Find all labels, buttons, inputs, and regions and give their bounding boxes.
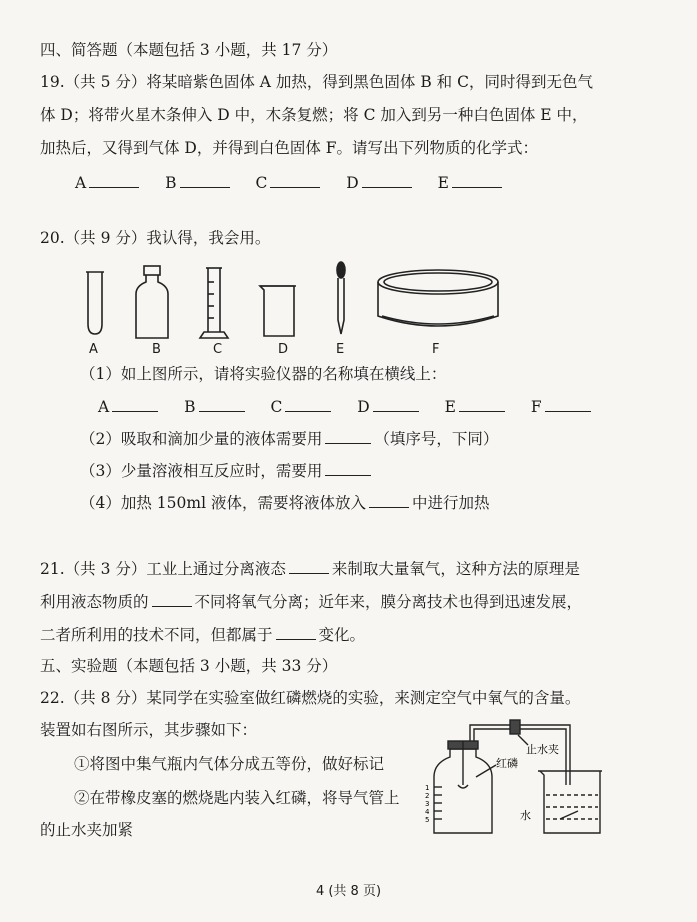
q20-part2: （2）吸取和滴加少量的液体需要用 （填序号，下同）: [80, 430, 499, 448]
q19-blank-a: A: [75, 172, 142, 193]
lab-apparatus-figure: [60, 258, 520, 348]
q19-blank-e: E: [438, 172, 505, 193]
bottle-mark-1: 1: [425, 784, 430, 792]
bottle-mark-3: 3: [425, 800, 430, 808]
q20-blank-c: C: [270, 396, 334, 417]
apparatus-label-d: D: [278, 342, 289, 357]
q21-line1: 21.（共 3 分）工业上通过分离液态 来制取大量氧气，这种方法的原理是: [40, 560, 580, 578]
q20-blank-d: D: [357, 396, 421, 417]
q20-blank-f: F: [531, 396, 594, 417]
q20-blank-e: E: [445, 396, 508, 417]
q22-step2-cont: 的止水夹加紧: [40, 821, 134, 839]
section5-heading: 五、实验题（本题包括 3 小题，共 33 分）: [40, 657, 338, 675]
q19-blank-c: C: [255, 172, 323, 193]
label-clamp: 止水夹: [526, 743, 559, 756]
label-water: 水: [520, 809, 531, 822]
red-phosphorus-apparatus-figure: [420, 715, 620, 845]
dropper-icon: [337, 262, 345, 334]
q20-line1: 20.（共 9 分）我认得，我会用。: [40, 229, 271, 247]
q19-answer-blanks: [75, 172, 523, 193]
apparatus-label-f: F: [432, 342, 440, 357]
q21-line2: 利用液态物质的 不同将氧气分离；近年来，膜分离技术也得到迅速发展，: [40, 593, 583, 611]
q21-line3: 二者所利用的技术不同，但都属于 变化。: [40, 626, 366, 644]
beaker-icon: [260, 286, 296, 336]
q19-line2: 体 D；将带火星木条伸入 D 中，木条复燃；将 C 加入到另一种白色固体 E 中，: [40, 106, 588, 124]
q22-line2: 装置如右图所示，其步骤如下：: [40, 721, 258, 739]
q20-blank-a: A: [98, 396, 161, 417]
reagent-bottle-icon: [136, 266, 168, 338]
q19-blank-d: D: [346, 172, 414, 193]
apparatus-label-e: E: [336, 342, 345, 357]
page-footer: 4 (共 8 页): [315, 884, 382, 899]
bottle-mark-5: 5: [425, 816, 430, 824]
q20-blank-b: B: [184, 396, 247, 417]
q22-step2: ②在带橡皮塞的燃烧匙内装入红磷，将导气管上: [74, 789, 400, 807]
graduated-cylinder-icon: [200, 268, 228, 338]
q19-blank-b: B: [165, 172, 232, 193]
evaporating-dish-icon: [378, 270, 498, 326]
q19-line1: 19.（共 5 分）将某暗紫色固体 A 加热，得到黑色固体 B 和 C，同时得到无色气: [40, 73, 593, 91]
bottle-mark-4: 4: [425, 808, 430, 816]
section4-heading: 四、简答题（本题包括 3 小题，共 17 分）: [40, 41, 338, 59]
label-phosphorus: 红磷: [496, 757, 518, 770]
q20-part1: （1）如上图所示，请将实验仪器的名称填在横线上：: [80, 365, 447, 383]
bottle-mark-2: 2: [425, 792, 430, 800]
q20-part3: （3）少量溶液相互反应时，需要用: [80, 460, 374, 481]
q22-step1: ①将图中集气瓶内气体分成五等份，做好标记: [74, 755, 385, 773]
q19-line3: 加热后，又得到气体 D，并得到白色固体 F。请写出下列物质的化学式：: [40, 139, 539, 157]
apparatus-label-a: A: [89, 342, 98, 357]
test-tube-icon: [86, 272, 104, 334]
q20-part1-blanks: [98, 396, 612, 417]
apparatus-label-c: C: [213, 342, 223, 357]
q22-line1: 22.（共 8 分）某同学在实验室做红磷燃烧的实验，来测定空气中氧气的含量。: [40, 689, 581, 707]
apparatus-label-b: B: [152, 342, 161, 357]
q20-part4: （4）加热 150ml 液体，需要将液体放入 中进行加热: [80, 494, 490, 512]
